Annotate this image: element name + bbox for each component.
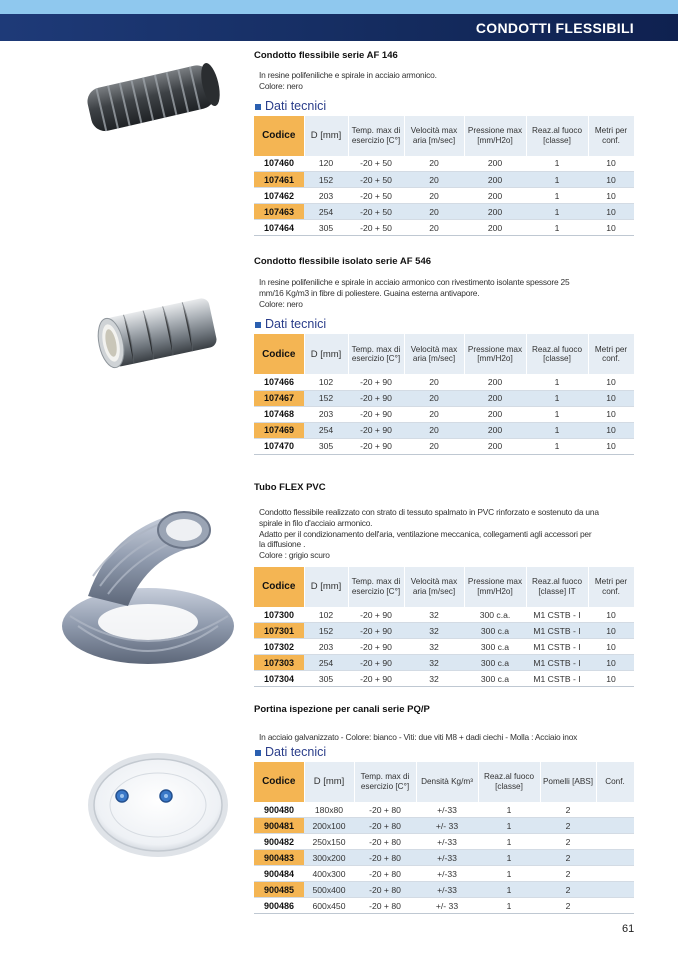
description-line: la diffusione . (259, 539, 306, 550)
cell: +/-33 (416, 866, 478, 882)
cell-code: 107467 (254, 390, 304, 406)
cell-code: 107463 (254, 204, 304, 220)
table-row (254, 639, 634, 655)
dati-tecnici-heading (255, 99, 634, 113)
cell: 300 c.a (464, 671, 526, 687)
cell: 102 (304, 374, 348, 390)
cell: 200 (464, 406, 526, 422)
cell: 200 (464, 438, 526, 454)
cell: M1 CSTB - I (526, 607, 588, 623)
cell-code: 107469 (254, 422, 304, 438)
cell-code: 900480 (254, 802, 304, 818)
cell: -20 + 90 (348, 655, 404, 671)
table-row (254, 898, 634, 914)
cell: 102 (304, 607, 348, 623)
cell: 305 (304, 220, 348, 236)
cell-code: 107460 (254, 156, 304, 172)
cell: +/-33 (416, 850, 478, 866)
cell: 1 (478, 850, 540, 866)
cell-code: 107301 (254, 623, 304, 639)
description-line: Condotto flessibile realizzato con strato di tessuto spalmato in PVC rinforzato e sostenuto da una (259, 507, 599, 517)
cell: 20 (404, 422, 464, 438)
cell: 152 (304, 172, 348, 188)
cell: -20 + 50 (348, 220, 404, 236)
header-density: Densità Kg/m³ (416, 762, 478, 802)
cell: 2 (540, 834, 596, 850)
header-fire-class: Reaz.al fuoco [classe] (478, 762, 540, 802)
cell-code: 900485 (254, 882, 304, 898)
cell: 10 (588, 438, 634, 454)
table-row (254, 607, 634, 623)
cell-code: 107462 (254, 188, 304, 204)
cell: 200 (464, 156, 526, 172)
cell: 254 (304, 204, 348, 220)
page-category-title: CONDOTTI FLESSIBILI (475, 20, 634, 36)
cell-code: 107303 (254, 655, 304, 671)
bullet-square-icon (255, 750, 261, 756)
header-bar (0, 14, 678, 41)
header-pressure: Pressione max [mm/H2o] (464, 116, 526, 156)
inspection-door-photo (84, 750, 232, 860)
cell: 200 (464, 374, 526, 390)
cell: 10 (588, 188, 634, 204)
cell (596, 850, 634, 866)
cell: -20 + 80 (354, 818, 416, 834)
cell: 20 (404, 204, 464, 220)
header-temp: Temp. max di esercizio [C°] (348, 334, 404, 374)
af546-insulated-duct-photo (88, 292, 228, 374)
cell: 20 (404, 374, 464, 390)
section-title: Portina ispezione per canali serie PQ/P (254, 704, 430, 715)
description-line: mm/16 Kg/m3 in fibre di poliestere. Guaina esterna antivapore. (259, 287, 480, 298)
header-fire-class: Reaz.al fuoco [classe] (526, 116, 588, 156)
table-row (254, 802, 634, 818)
cell: 1 (478, 866, 540, 882)
cell: M1 CSTB - I (526, 655, 588, 671)
cell: 200 (464, 390, 526, 406)
cell-code: 107466 (254, 374, 304, 390)
spec-table (254, 762, 635, 915)
cell: -20 + 80 (354, 834, 416, 850)
cell: -20 + 90 (348, 390, 404, 406)
header-velocity: Velocità max aria [m/sec] (404, 567, 464, 607)
cell (596, 866, 634, 882)
spec-table (254, 116, 635, 237)
page-number: 61 (622, 923, 635, 935)
cell: 1 (526, 172, 588, 188)
section-title: Condotto flessibile serie AF 146 (254, 50, 398, 61)
cell-code: 107302 (254, 639, 304, 655)
cell: 2 (540, 866, 596, 882)
cell: 1 (478, 898, 540, 914)
table-row (254, 220, 634, 236)
cell: 20 (404, 220, 464, 236)
cell: 152 (304, 390, 348, 406)
cell: 300 c.a (464, 623, 526, 639)
cell: -20 + 90 (348, 406, 404, 422)
table-row (254, 882, 634, 898)
description-line: In resine polifeniliche e spirale in acciaio armonico. (259, 70, 437, 80)
spec-table (254, 567, 635, 688)
header-fire-class: Reaz.al fuoco [classe] (526, 334, 588, 374)
bullet-square-icon (255, 322, 261, 328)
header-meters: Metri per conf. (588, 116, 634, 156)
top-color-strip (0, 0, 678, 14)
cell-code: 107468 (254, 406, 304, 422)
cell: +/-33 (416, 802, 478, 818)
cell: 10 (588, 623, 634, 639)
cell-code: 900486 (254, 898, 304, 914)
dati-tecnici-label: Dati tecnici (265, 317, 327, 332)
cell: 400x300 (304, 866, 354, 882)
cell: 305 (304, 438, 348, 454)
cell: 10 (588, 390, 634, 406)
cell: M1 CSTB - I (526, 639, 588, 655)
cell: 300 c.a (464, 639, 526, 655)
cell: 1 (526, 188, 588, 204)
cell-code: 900483 (254, 850, 304, 866)
cell: -20 + 90 (348, 623, 404, 639)
table-row (254, 406, 634, 422)
cell: 10 (588, 156, 634, 172)
section-af146 (254, 50, 634, 236)
header-conf: Conf. (596, 762, 634, 802)
cell: 10 (588, 406, 634, 422)
cell: 200 (464, 172, 526, 188)
header-diameter: D [mm] (304, 567, 348, 607)
cell: 200 (464, 188, 526, 204)
cell: +/- 33 (416, 818, 478, 834)
cell: 200x100 (304, 818, 354, 834)
header-diameter: D [mm] (304, 334, 348, 374)
cell: 203 (304, 639, 348, 655)
cell: 200 (464, 422, 526, 438)
cell-code: 107304 (254, 671, 304, 687)
cell: 32 (404, 671, 464, 687)
cell: +/-33 (416, 882, 478, 898)
cell: 1 (478, 834, 540, 850)
cell: 20 (404, 172, 464, 188)
header-velocity: Velocità max aria [m/sec] (404, 116, 464, 156)
section-title: Condotto flessibile isolato serie AF 546 (254, 256, 432, 267)
header-codice: Codice (254, 334, 304, 374)
cell: 120 (304, 156, 348, 172)
description-line: Adatto per il condizionamento dell'aria, ventilazione meccanica, collegamenti agli accessori per (259, 528, 592, 539)
cell: 250x150 (304, 834, 354, 850)
description-line: In acciaio galvanizzato - Colore: bianco - Viti: due viti M8 + dadi ciechi - Molla : Acciaio inox (259, 732, 578, 742)
table-row (254, 422, 634, 438)
table-row (254, 438, 634, 454)
cell: 254 (304, 655, 348, 671)
cell: -20 + 50 (348, 172, 404, 188)
cell (596, 818, 634, 834)
cell: -20 + 90 (348, 639, 404, 655)
cell: 600x450 (304, 898, 354, 914)
description-line: Colore: nero (259, 298, 303, 309)
cell: 2 (540, 802, 596, 818)
cell: 1 (526, 204, 588, 220)
header-velocity: Velocità max aria [m/sec] (404, 334, 464, 374)
cell: 10 (588, 374, 634, 390)
cell: -20 + 50 (348, 188, 404, 204)
cell: 10 (588, 639, 634, 655)
cell: 300 c.a. (464, 607, 526, 623)
cell-code: 900481 (254, 818, 304, 834)
description-line: Colore : grigio scuro (259, 550, 330, 561)
cell: 1 (526, 374, 588, 390)
header-fire-class: Reaz.al fuoco [classe] IT (526, 567, 588, 607)
table-row (254, 390, 634, 406)
cell: 10 (588, 607, 634, 623)
cell: 10 (588, 220, 634, 236)
header-codice: Codice (254, 567, 304, 607)
cell: 10 (588, 671, 634, 687)
cell: 1 (526, 156, 588, 172)
cell-code: 107464 (254, 220, 304, 236)
cell: 300x200 (304, 850, 354, 866)
cell: 10 (588, 204, 634, 220)
cell: +/-33 (416, 834, 478, 850)
cell: 1 (526, 406, 588, 422)
cell: 2 (540, 898, 596, 914)
cell: 20 (404, 406, 464, 422)
table-row (254, 172, 634, 188)
dati-tecnici-heading (255, 745, 634, 759)
header-meters: Metri per conf. (588, 334, 634, 374)
cell: 20 (404, 438, 464, 454)
header-dimensions: D [mm] (304, 762, 354, 802)
cell: 1 (478, 802, 540, 818)
cell-code: 900482 (254, 834, 304, 850)
table-row (254, 156, 634, 172)
cell: 305 (304, 671, 348, 687)
cell: -20 + 80 (354, 866, 416, 882)
cell: 20 (404, 188, 464, 204)
cell: -20 + 50 (348, 204, 404, 220)
table-row (254, 188, 634, 204)
header-temp: Temp. max di esercizio [C°] (348, 567, 404, 607)
cell (596, 802, 634, 818)
cell: 203 (304, 406, 348, 422)
cell: 10 (588, 172, 634, 188)
cell: -20 + 80 (354, 898, 416, 914)
cell: 1 (526, 422, 588, 438)
cell: -20 + 80 (354, 882, 416, 898)
cell: 300 c.a (464, 655, 526, 671)
header-pressure: Pressione max [mm/H2o] (464, 567, 526, 607)
description-line: Colore: nero (259, 80, 303, 91)
section-flex-pvc (254, 482, 634, 687)
cell: +/- 33 (416, 898, 478, 914)
table-row (254, 374, 634, 390)
cell: 20 (404, 390, 464, 406)
cell: 1 (478, 818, 540, 834)
description-line: spirale in filo d'acciaio armonico. (259, 517, 373, 528)
flex-pvc-tube-photo (48, 476, 240, 672)
header-diameter: D [mm] (304, 116, 348, 156)
cell: 32 (404, 655, 464, 671)
cell: 10 (588, 422, 634, 438)
cell: 200 (464, 220, 526, 236)
table-row (254, 850, 634, 866)
spec-table (254, 334, 635, 455)
header-temp: Temp. max di esercizio [C°] (354, 762, 416, 802)
dati-tecnici-heading (255, 317, 634, 331)
section-title: Tubo FLEX PVC (254, 482, 326, 493)
cell-code: 107300 (254, 607, 304, 623)
cell-code: 107461 (254, 172, 304, 188)
header-pressure: Pressione max [mm/H2o] (464, 334, 526, 374)
cell (596, 834, 634, 850)
cell: 152 (304, 623, 348, 639)
cell: 1 (526, 438, 588, 454)
cell: 20 (404, 156, 464, 172)
cell: -20 + 90 (348, 438, 404, 454)
cell: M1 CSTB - I (526, 623, 588, 639)
table-row (254, 204, 634, 220)
cell: -20 + 90 (348, 671, 404, 687)
cell: -20 + 90 (348, 607, 404, 623)
table-row (254, 623, 634, 639)
table-row (254, 671, 634, 687)
table-row (254, 818, 634, 834)
cell: 1 (478, 882, 540, 898)
cell: 200 (464, 204, 526, 220)
header-meters: Metri per conf. (588, 567, 634, 607)
cell: 32 (404, 623, 464, 639)
bullet-square-icon (255, 104, 261, 110)
section-af546 (254, 256, 634, 455)
header-codice: Codice (254, 762, 304, 802)
cell: 1 (526, 390, 588, 406)
header-temp: Temp. max di esercizio [C°] (348, 116, 404, 156)
cell: 500x400 (304, 882, 354, 898)
cell-code: 900484 (254, 866, 304, 882)
cell: -20 + 80 (354, 802, 416, 818)
section-portina-pqp (254, 704, 634, 914)
cell: 2 (540, 882, 596, 898)
cell: -20 + 50 (348, 156, 404, 172)
header-codice: Codice (254, 116, 304, 156)
cell: 203 (304, 188, 348, 204)
cell: 32 (404, 639, 464, 655)
header-knobs: Pomelli [ABS] (540, 762, 596, 802)
cell (596, 898, 634, 914)
dati-tecnici-label: Dati tecnici (265, 744, 327, 759)
cell: 2 (540, 818, 596, 834)
cell: -20 + 90 (348, 422, 404, 438)
cell: 32 (404, 607, 464, 623)
cell: 2 (540, 850, 596, 866)
cell: 254 (304, 422, 348, 438)
table-row (254, 834, 634, 850)
cell-code: 107470 (254, 438, 304, 454)
cell: -20 + 90 (348, 374, 404, 390)
cell: 180x80 (304, 802, 354, 818)
cell: -20 + 80 (354, 850, 416, 866)
af146-duct-photo (78, 56, 226, 140)
description-line: In resine polifeniliche e spirale in acciaio armonico con rivestimento isolante spessore 25 (259, 277, 570, 287)
dati-tecnici-label: Dati tecnici (265, 98, 327, 113)
cell: 1 (526, 220, 588, 236)
table-row (254, 655, 634, 671)
cell: 10 (588, 655, 634, 671)
cell (596, 882, 634, 898)
table-row (254, 866, 634, 882)
cell: M1 CSTB - I (526, 671, 588, 687)
